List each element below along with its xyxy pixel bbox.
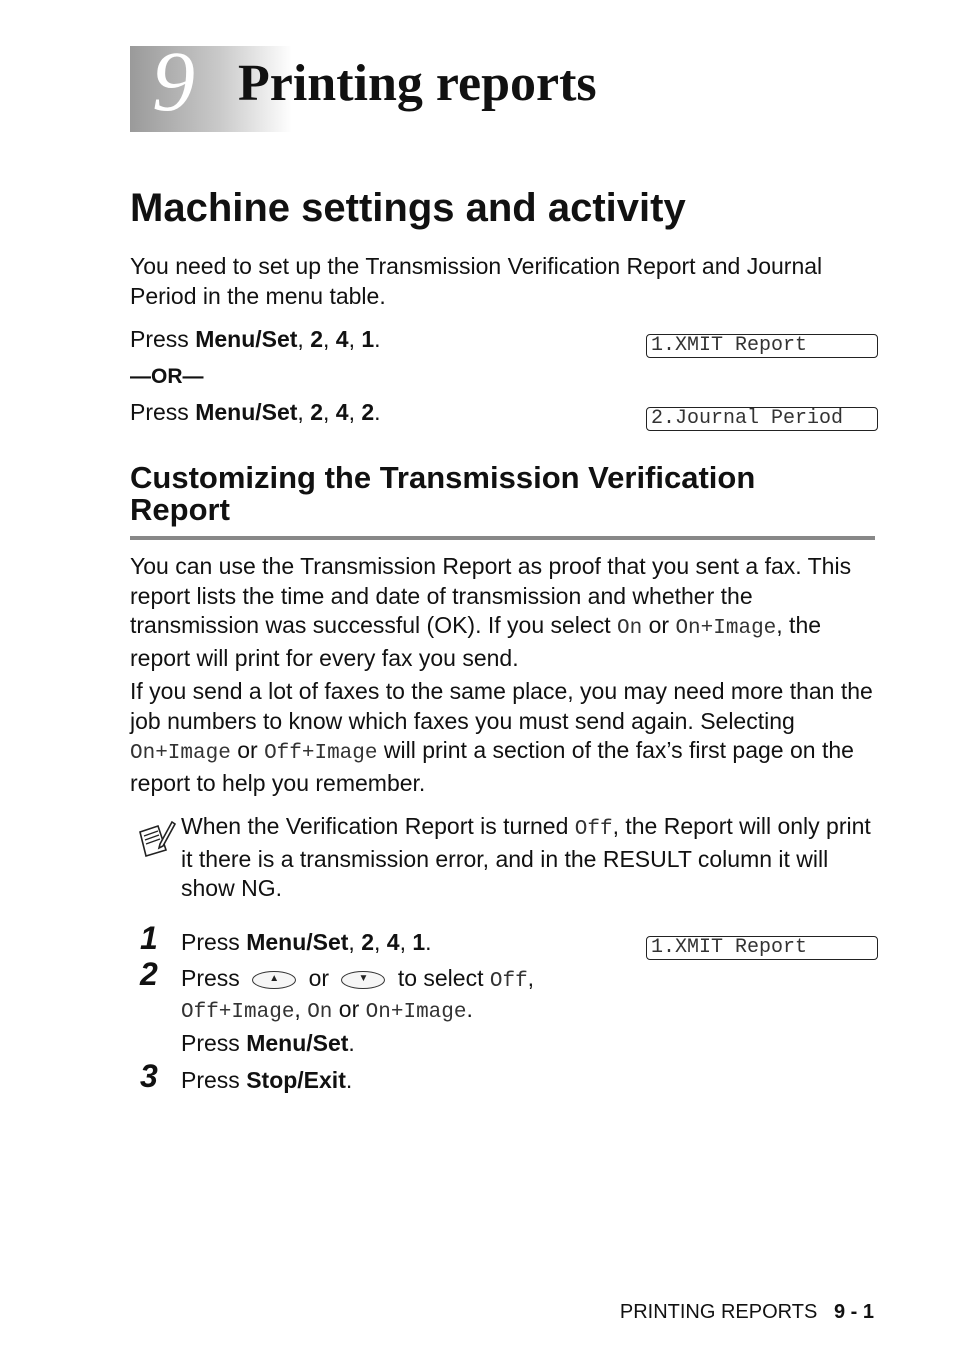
chapter-title: Printing reports <box>238 55 597 112</box>
step-2-press-menu: Press Menu/Set. <box>181 1030 355 1056</box>
paragraph-image-option: If you send a lot of faxes to the same place, you may need more than the job numbers to know which faxes you must send again. Selecting On+Image or Off+Image will print a section of the fax’s first page on the report to help you remember. <box>130 678 873 796</box>
lcd-display-xmit-report: 1.XMIT Report <box>646 334 878 358</box>
step-2-options: Off+Image, On or On+Image. <box>181 996 473 1024</box>
step-2-text: Press ▲ or ▼ to select Off, <box>181 965 535 993</box>
lcd-display-journal-period: 2.Journal Period <box>646 407 878 431</box>
subsection-divider <box>130 536 875 540</box>
chapter-number: 9 <box>152 33 195 129</box>
subsection-title: Customizing the Transmission Verification Report <box>130 460 756 527</box>
press-instruction-2: Press Menu/Set, 2, 4, 2. <box>130 399 381 425</box>
section-title: Machine settings and activity <box>130 186 686 230</box>
paragraph-transmission-report: You can use the Transmission Report as proof that you sent a fax. This report lists the time and date of transmission and whether the transmission was successful (OK). If you select On or On+Image, the report will print for every fax you send. <box>130 553 852 671</box>
step-3-text: Press Stop/Exit. <box>181 1067 353 1093</box>
press-instruction-1: Press Menu/Set, 2, 4, 1. <box>130 326 381 352</box>
lcd-display-xmit-report-step: 1.XMIT Report <box>646 936 878 960</box>
step-number-1: 1 <box>140 920 158 956</box>
up-arrow-key-icon: ▲ <box>252 971 296 989</box>
note-pencil-icon <box>136 818 176 858</box>
down-arrow-key-icon: ▼ <box>341 971 385 989</box>
step-number-2: 2 <box>140 956 158 992</box>
step-number-3: 3 <box>140 1058 158 1094</box>
page-footer: PRINTING REPORTS 9 - 1 <box>619 1301 874 1323</box>
step-1-text: Press Menu/Set, 2, 4, 1. <box>181 929 432 955</box>
or-separator: —OR— <box>130 365 204 388</box>
note-text: When the Verification Report is turned Off, the Report will only print it there is a transmission error, and in the RESULT column it will show NG. <box>181 813 871 902</box>
section-intro: You need to set up the Transmission Verification Report and Journal Period in the menu table. <box>130 253 823 309</box>
